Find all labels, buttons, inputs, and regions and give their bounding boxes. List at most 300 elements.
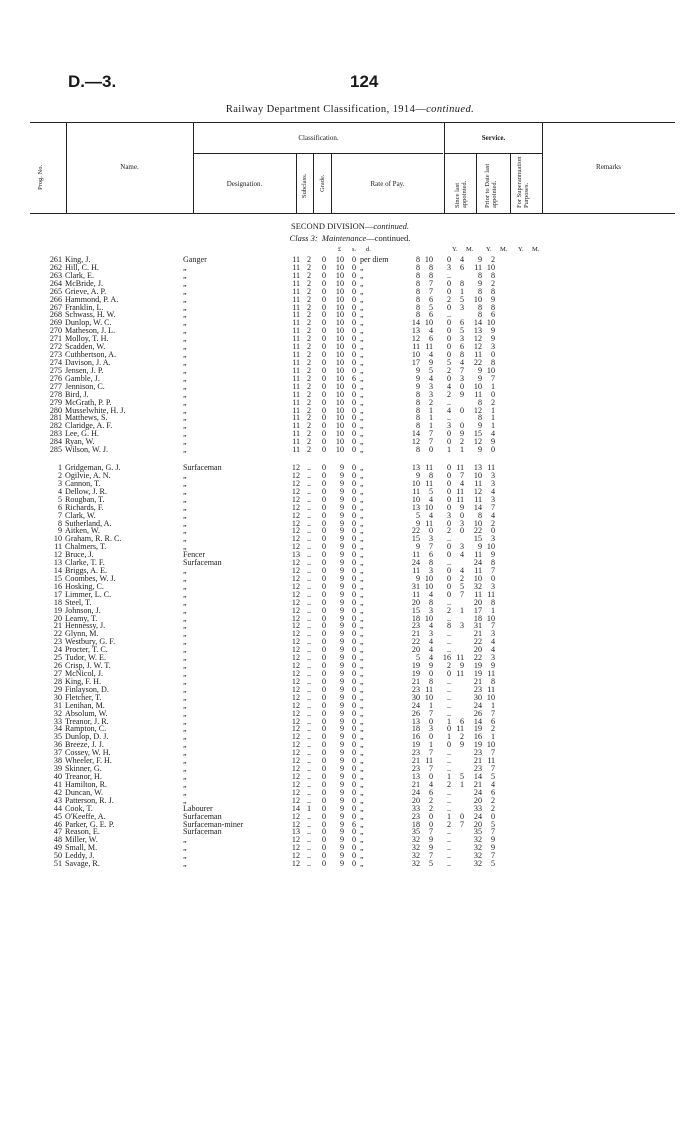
- table-row: [40, 646, 495, 654]
- cell-prior-years: 0: [446, 542, 451, 552]
- cell-since-months: 11: [425, 756, 433, 766]
- cell-since-years: 15: [411, 534, 420, 544]
- cell-prog-no: 20: [53, 613, 62, 623]
- cell-since-years: 23: [411, 764, 420, 774]
- cell-name: Dunlop, D. J.: [65, 732, 109, 742]
- cell-grade: ..: [306, 708, 312, 718]
- cell-prog-no: 16: [53, 581, 62, 591]
- cell-grade: ..: [306, 581, 312, 591]
- cell-pay-shillings: 10: [335, 255, 344, 264]
- cell-designation: „: [183, 581, 187, 591]
- cell-pay-period: „: [360, 589, 364, 599]
- cell-pay-period: „: [360, 342, 364, 352]
- cell-name: Wilson, W. J.: [65, 445, 109, 455]
- cell-pay-shillings: 9: [339, 494, 344, 504]
- cell-prior-years: ..: [446, 629, 451, 639]
- cell-pay-pounds: 0: [321, 708, 327, 718]
- cell-pay-shillings: 9: [339, 510, 344, 520]
- cell-since-years: 8: [415, 294, 420, 304]
- cell-since-months: 5: [428, 302, 433, 312]
- cell-subclass: 12: [291, 692, 300, 702]
- cell-prog-no: 29: [53, 684, 62, 694]
- cell-designation: „: [183, 653, 187, 663]
- cell-grade: 2: [306, 389, 312, 399]
- cell-since-years: 18: [411, 613, 420, 623]
- cell-super-months: 8: [490, 270, 495, 280]
- cell-pay-pounds: 0: [321, 373, 327, 383]
- cell-pay-pence: 0: [351, 510, 356, 520]
- cell-pay-period: „: [360, 526, 364, 536]
- cell-prior-years: 0: [446, 463, 451, 473]
- cell-prior-years: ..: [446, 534, 451, 544]
- cell-grade: ..: [306, 684, 312, 694]
- cell-since-years: 10: [411, 478, 420, 488]
- cell-prior-months: 3: [459, 621, 464, 631]
- cell-designation: „: [183, 740, 187, 750]
- cell-grade: ..: [306, 613, 312, 623]
- cell-name: Tudor, W. E.: [65, 653, 106, 663]
- cell-pay-period: „: [360, 421, 364, 431]
- cell-grade: 1: [306, 803, 312, 813]
- table-row: [40, 375, 495, 383]
- cell-pay-shillings: 10: [335, 381, 344, 391]
- cell-prior-years: 16: [442, 653, 451, 663]
- cell-since-years: 15: [411, 605, 420, 615]
- cell-designation: „: [183, 692, 187, 702]
- cell-super-years: 11: [474, 550, 482, 560]
- cell-prior-months: [451, 836, 464, 844]
- cell-pay-pounds: 0: [321, 302, 327, 312]
- cell-name: Clark, W.: [65, 510, 96, 520]
- cell-since-years: 16: [411, 732, 420, 742]
- cell-subclass: 12: [291, 581, 300, 591]
- cell-pay-pence: 0: [351, 294, 356, 304]
- cell-prior-months: 2: [459, 573, 464, 583]
- cell-subclass: 12: [291, 486, 300, 496]
- cell-super-years: 32: [473, 851, 482, 861]
- cell-designation: „: [183, 334, 187, 344]
- cell-pay-period: „: [360, 278, 364, 288]
- cell-since-years: 9: [415, 542, 420, 552]
- cell-pay-period: „: [360, 795, 364, 805]
- cell-pay-pence: 0: [351, 566, 356, 576]
- cell-super-years: 9: [477, 445, 482, 455]
- cell-subclass: 12: [291, 764, 300, 774]
- cell-name: Hill, C. H.: [65, 262, 99, 272]
- cell-pay-shillings: 9: [339, 621, 344, 631]
- cell-name: Ogilvie, A. N.: [65, 470, 111, 480]
- cell-prior-months: 1: [459, 445, 464, 455]
- cell-grade: 2: [306, 357, 312, 367]
- table-row: [40, 446, 495, 454]
- cell-pay-shillings: 9: [339, 597, 344, 607]
- cell-prog-no: 45: [53, 811, 62, 821]
- cell-pay-period: „: [360, 637, 364, 647]
- cell-super-years: 24: [473, 787, 482, 797]
- cell-super-years: 32: [473, 581, 482, 591]
- cell-pay-pence: 0: [351, 318, 356, 328]
- cell-prior-months: 0: [459, 381, 464, 391]
- cell-pay-pounds: 0: [321, 429, 327, 439]
- cell-pay-pounds: 0: [321, 716, 327, 726]
- cell-since-months: 3: [428, 605, 433, 615]
- cell-designation: „: [183, 669, 187, 679]
- cell-since-years: 12: [411, 437, 420, 447]
- cell-prior-years: ..: [446, 413, 451, 423]
- cell-prior-months: 9: [459, 740, 464, 750]
- cell-grade: ..: [306, 486, 312, 496]
- cell-name: Miller, W.: [65, 835, 98, 845]
- cell-prior-years: 5: [446, 357, 451, 367]
- cell-prior-years: ..: [446, 787, 451, 797]
- col-rate: Rate of Pay.: [370, 180, 405, 188]
- cell-pay-period: „: [360, 437, 364, 447]
- cell-super-years: 8: [477, 510, 482, 520]
- cell-pay-pence: 0: [351, 843, 356, 853]
- cell-since-months: 2: [428, 397, 433, 407]
- cell-prior-months: [451, 797, 464, 805]
- cell-name: Procter, T. C.: [65, 645, 108, 655]
- cell-super-years: 8: [477, 286, 482, 296]
- cell-designation: „: [183, 684, 187, 694]
- cell-pay-shillings: 9: [339, 748, 344, 758]
- cell-prior-months: 9: [459, 661, 464, 671]
- cell-since-years: 9: [415, 573, 420, 583]
- cell-super-years: 14: [473, 716, 482, 726]
- cell-pay-shillings: 9: [339, 772, 344, 781]
- cell-designation: „: [183, 326, 187, 336]
- cell-pay-pence: 0: [351, 700, 356, 710]
- cell-pay-pence: 0: [351, 787, 356, 797]
- cell-super-months: 11: [487, 669, 495, 679]
- cell-grade: 2: [306, 350, 312, 360]
- cell-since-months: 3: [428, 566, 433, 576]
- cell-subclass: 11: [292, 318, 300, 328]
- cell-subclass: 11: [292, 405, 300, 415]
- cell-pay-period: „: [360, 510, 364, 520]
- cell-grade: 2: [306, 255, 312, 264]
- cell-designation: „: [183, 700, 187, 710]
- cell-since-months: 10: [424, 692, 433, 702]
- cell-designation: Labourer: [183, 803, 213, 813]
- cell-super-months: 0: [490, 573, 495, 583]
- cell-pay-shillings: 9: [339, 566, 344, 576]
- cell-prior-months: 11: [456, 494, 464, 504]
- cell-name: Scadden, W.: [65, 342, 106, 352]
- cell-pay-pence: 0: [351, 413, 356, 423]
- cell-designation: Surfaceman: [183, 827, 222, 837]
- cell-since-years: 13: [411, 772, 420, 781]
- cell-prior-years: 0: [446, 326, 451, 336]
- cell-super-months: 8: [490, 558, 495, 568]
- cell-pay-pounds: 0: [321, 684, 327, 694]
- cell-subclass: 12: [291, 526, 300, 536]
- cell-prior-months: 6: [459, 262, 464, 272]
- cell-super-months: 11: [487, 589, 495, 599]
- cell-pay-pence: 6: [351, 819, 356, 829]
- cell-designation: „: [183, 286, 187, 296]
- cell-grade: ..: [306, 637, 312, 647]
- cell-since-months: 11: [425, 684, 433, 694]
- cell-subclass: 12: [291, 732, 300, 742]
- cell-pay-shillings: 9: [339, 827, 344, 837]
- cell-designation: „: [183, 708, 187, 718]
- cell-pay-pence: 0: [351, 676, 356, 686]
- cell-pay-pounds: 0: [321, 397, 327, 407]
- cell-name: Rampton, C.: [65, 724, 107, 734]
- cell-prior-months: 3: [459, 542, 464, 552]
- cell-grade: ..: [306, 494, 312, 504]
- cell-prog-no: 1: [57, 463, 62, 473]
- cell-designation: „: [183, 429, 187, 439]
- cell-subclass: 12: [291, 566, 300, 576]
- cell-designation: „: [183, 502, 187, 512]
- cell-designation: „: [183, 637, 187, 647]
- cell-name: McBride, J.: [65, 278, 103, 288]
- cell-grade: ..: [306, 692, 312, 702]
- table-row: [40, 765, 495, 773]
- cell-pay-pounds: 0: [321, 661, 327, 671]
- cell-prog-no: 278: [49, 389, 62, 399]
- cell-pay-period: „: [360, 405, 364, 415]
- cell-pay-period: „: [360, 803, 364, 813]
- cell-pay-period: „: [360, 819, 364, 829]
- cell-designation: „: [183, 629, 187, 639]
- cell-name: Fletcher, T.: [65, 692, 102, 702]
- cell-pay-shillings: 10: [335, 286, 344, 296]
- cell-super-months: 2: [490, 724, 495, 734]
- cell-prior-years: 3: [446, 510, 451, 520]
- cell-grade: ..: [306, 669, 312, 679]
- cell-super-years: 12: [473, 486, 482, 496]
- cell-designation: „: [183, 772, 187, 781]
- cell-pay-pounds: 0: [321, 526, 327, 536]
- cell-since-months: 10: [424, 255, 433, 264]
- cell-pay-period: „: [360, 684, 364, 694]
- header-rule-bottom: [30, 213, 675, 214]
- cell-pay-period: „: [360, 661, 364, 671]
- cell-since-years: 20: [411, 795, 420, 805]
- cell-pay-shillings: 9: [339, 740, 344, 750]
- cell-since-years: 19: [411, 669, 420, 679]
- title-continued: continued.: [426, 104, 475, 115]
- cell-pay-shillings: 10: [335, 302, 344, 312]
- cell-designation: „: [183, 445, 187, 455]
- cell-prior-years: ..: [446, 827, 451, 837]
- cell-since-months: 6: [428, 787, 433, 797]
- cell-pay-pounds: 0: [321, 700, 327, 710]
- cell-pay-shillings: 9: [339, 803, 344, 813]
- cell-pay-shillings: 9: [339, 764, 344, 774]
- cell-super-years: 23: [473, 684, 482, 694]
- cell-pay-pence: 0: [351, 262, 356, 272]
- cell-name: Aitken, W.: [65, 526, 100, 536]
- cell-subclass: 12: [291, 661, 300, 671]
- division-continued: continued.: [373, 221, 410, 231]
- cell-pay-shillings: 10: [335, 365, 344, 375]
- cell-name: Jennison, C.: [65, 381, 105, 391]
- service-rule: [445, 153, 542, 154]
- cell-subclass: 12: [291, 573, 300, 583]
- cell-super-years: 22: [473, 653, 482, 663]
- cell-since-months: 3: [428, 724, 433, 734]
- cell-pay-shillings: 10: [335, 294, 344, 304]
- cell-subclass: 11: [292, 310, 300, 320]
- cell-super-years: 14: [473, 772, 482, 781]
- cell-pay-pence: 0: [351, 764, 356, 774]
- cell-grade: ..: [306, 716, 312, 726]
- cell-name: Ryan, W.: [65, 437, 95, 447]
- cell-super-months: 4: [490, 779, 495, 789]
- cell-super-years: 22: [473, 637, 482, 647]
- cell-pay-pounds: 0: [321, 597, 327, 607]
- cell-pay-pence: 0: [351, 756, 356, 766]
- cell-pay-shillings: 10: [335, 270, 344, 280]
- cell-pay-period: „: [360, 397, 364, 407]
- cell-prior-years: 2: [446, 779, 451, 789]
- cell-prog-no: 34: [53, 724, 62, 734]
- cell-pay-pounds: 0: [321, 463, 327, 473]
- cell-pay-pounds: 0: [321, 421, 327, 431]
- cell-name: Treanor, J. R.: [65, 716, 109, 726]
- cell-name: Cuthbertson, A.: [65, 350, 117, 360]
- cell-pay-pounds: 0: [321, 389, 327, 399]
- cell-subclass: 11: [292, 445, 300, 455]
- cell-super-years: 11: [474, 478, 482, 488]
- cell-name: Small, M.: [65, 843, 98, 853]
- cell-prog-no: 32: [53, 708, 62, 718]
- cell-super-months: 3: [490, 629, 495, 639]
- cell-subclass: 12: [291, 795, 300, 805]
- cell-since-years: 20: [411, 597, 420, 607]
- table-row: [40, 504, 495, 512]
- cell-grade: ..: [306, 597, 312, 607]
- col-designation: Designation.: [226, 180, 263, 188]
- cell-pay-pence: 0: [351, 740, 356, 750]
- cell-pay-pence: 0: [351, 270, 356, 280]
- cell-prior-months: 2: [459, 437, 464, 447]
- cell-designation: „: [183, 494, 187, 504]
- cell-since-years: 10: [411, 494, 420, 504]
- cell-grade: ..: [306, 748, 312, 758]
- cell-pay-shillings: 10: [335, 389, 344, 399]
- cell-prog-no: 269: [49, 318, 62, 328]
- cell-prog-no: 35: [53, 732, 62, 742]
- cell-prior-years: 0: [446, 278, 451, 288]
- table-row: [40, 551, 495, 559]
- cell-subclass: 12: [291, 502, 300, 512]
- cell-super-years: 14: [473, 502, 482, 512]
- cell-pay-pounds: 0: [321, 629, 327, 639]
- unit-years-3: Y.: [518, 246, 524, 253]
- cell-since-months: 3: [428, 389, 433, 399]
- cell-prog-no: 282: [49, 421, 62, 431]
- cell-super-months: 10: [486, 542, 495, 552]
- cell-pay-pounds: 0: [321, 772, 327, 781]
- cell-since-years: 8: [415, 262, 420, 272]
- cell-prior-years: 2: [446, 819, 451, 829]
- cell-super-months: 5: [490, 859, 495, 869]
- cell-prior-years: 1: [446, 811, 451, 821]
- cell-name: Molloy, T. H.: [65, 334, 109, 344]
- cell-pay-pence: 0: [351, 365, 356, 375]
- cell-since-years: 5: [415, 510, 420, 520]
- cell-prog-no: 39: [53, 764, 62, 774]
- cell-since-years: 8: [415, 397, 420, 407]
- cell-super-months: 0: [490, 811, 495, 821]
- cell-super-years: 12: [473, 437, 482, 447]
- cell-pay-pounds: 0: [321, 676, 327, 686]
- cell-pay-period: „: [360, 558, 364, 568]
- cell-pay-shillings: 10: [335, 326, 344, 336]
- cell-pay-pounds: 0: [321, 413, 327, 423]
- cell-grade: ..: [306, 510, 312, 520]
- cell-pay-pounds: 0: [321, 294, 327, 304]
- cell-designation: „: [183, 589, 187, 599]
- cell-grade: 2: [306, 437, 312, 447]
- cell-grade: ..: [306, 502, 312, 512]
- cell-prior-months: 7: [459, 589, 464, 599]
- cell-prior-months: 5: [459, 294, 464, 304]
- cell-super-years: 24: [473, 558, 482, 568]
- table-row: [40, 694, 495, 702]
- cell-since-months: 2: [428, 795, 433, 805]
- cell-prog-no: 268: [49, 310, 62, 320]
- cell-pay-period: „: [360, 573, 364, 583]
- cell-pay-pence: 0: [351, 692, 356, 702]
- cell-since-months: 3: [428, 381, 433, 391]
- cell-designation: Ganger: [183, 255, 207, 264]
- cell-prog-no: 280: [49, 405, 62, 415]
- cell-super-years: 9: [477, 255, 482, 264]
- cell-pay-period: „: [360, 843, 364, 853]
- cell-pay-shillings: 9: [339, 669, 344, 679]
- cell-super-years: 23: [473, 764, 482, 774]
- cell-designation: „: [183, 310, 187, 320]
- cell-pay-period: „: [360, 692, 364, 702]
- cell-pay-period: „: [360, 740, 364, 750]
- cell-prior-months: 11: [456, 463, 464, 473]
- cell-super-years: 9: [477, 542, 482, 552]
- cell-pay-shillings: 9: [339, 486, 344, 496]
- cell-pay-period: „: [360, 534, 364, 544]
- cell-pay-pence: 0: [351, 851, 356, 861]
- cell-designation: „: [183, 748, 187, 758]
- cell-designation: „: [183, 542, 187, 552]
- cell-prog-no: 262: [49, 262, 62, 272]
- cell-super-months: 2: [490, 397, 495, 407]
- cell-pay-period: „: [360, 357, 364, 367]
- cell-super-years: 11: [474, 589, 482, 599]
- cell-name: Glynn, M.: [65, 629, 99, 639]
- cell-super-years: 18: [473, 613, 482, 623]
- cell-since-months: 8: [428, 470, 433, 480]
- cell-prior-years: 2: [446, 294, 451, 304]
- cell-prior-months: [451, 852, 464, 860]
- cell-name: Bruce, J.: [65, 550, 94, 560]
- cell-designation: „: [183, 843, 187, 853]
- cell-designation: „: [183, 732, 187, 742]
- cell-super-months: 2: [490, 795, 495, 805]
- cell-super-years: 10: [473, 470, 482, 480]
- cell-pay-pounds: 0: [321, 819, 327, 829]
- cell-subclass: 12: [291, 589, 300, 599]
- cell-subclass: 12: [291, 748, 300, 758]
- unit-pence: d.: [366, 246, 371, 253]
- cell-subclass: 11: [292, 413, 300, 423]
- cell-pay-pounds: 0: [321, 589, 327, 599]
- cell-prior-months: 7: [459, 365, 464, 375]
